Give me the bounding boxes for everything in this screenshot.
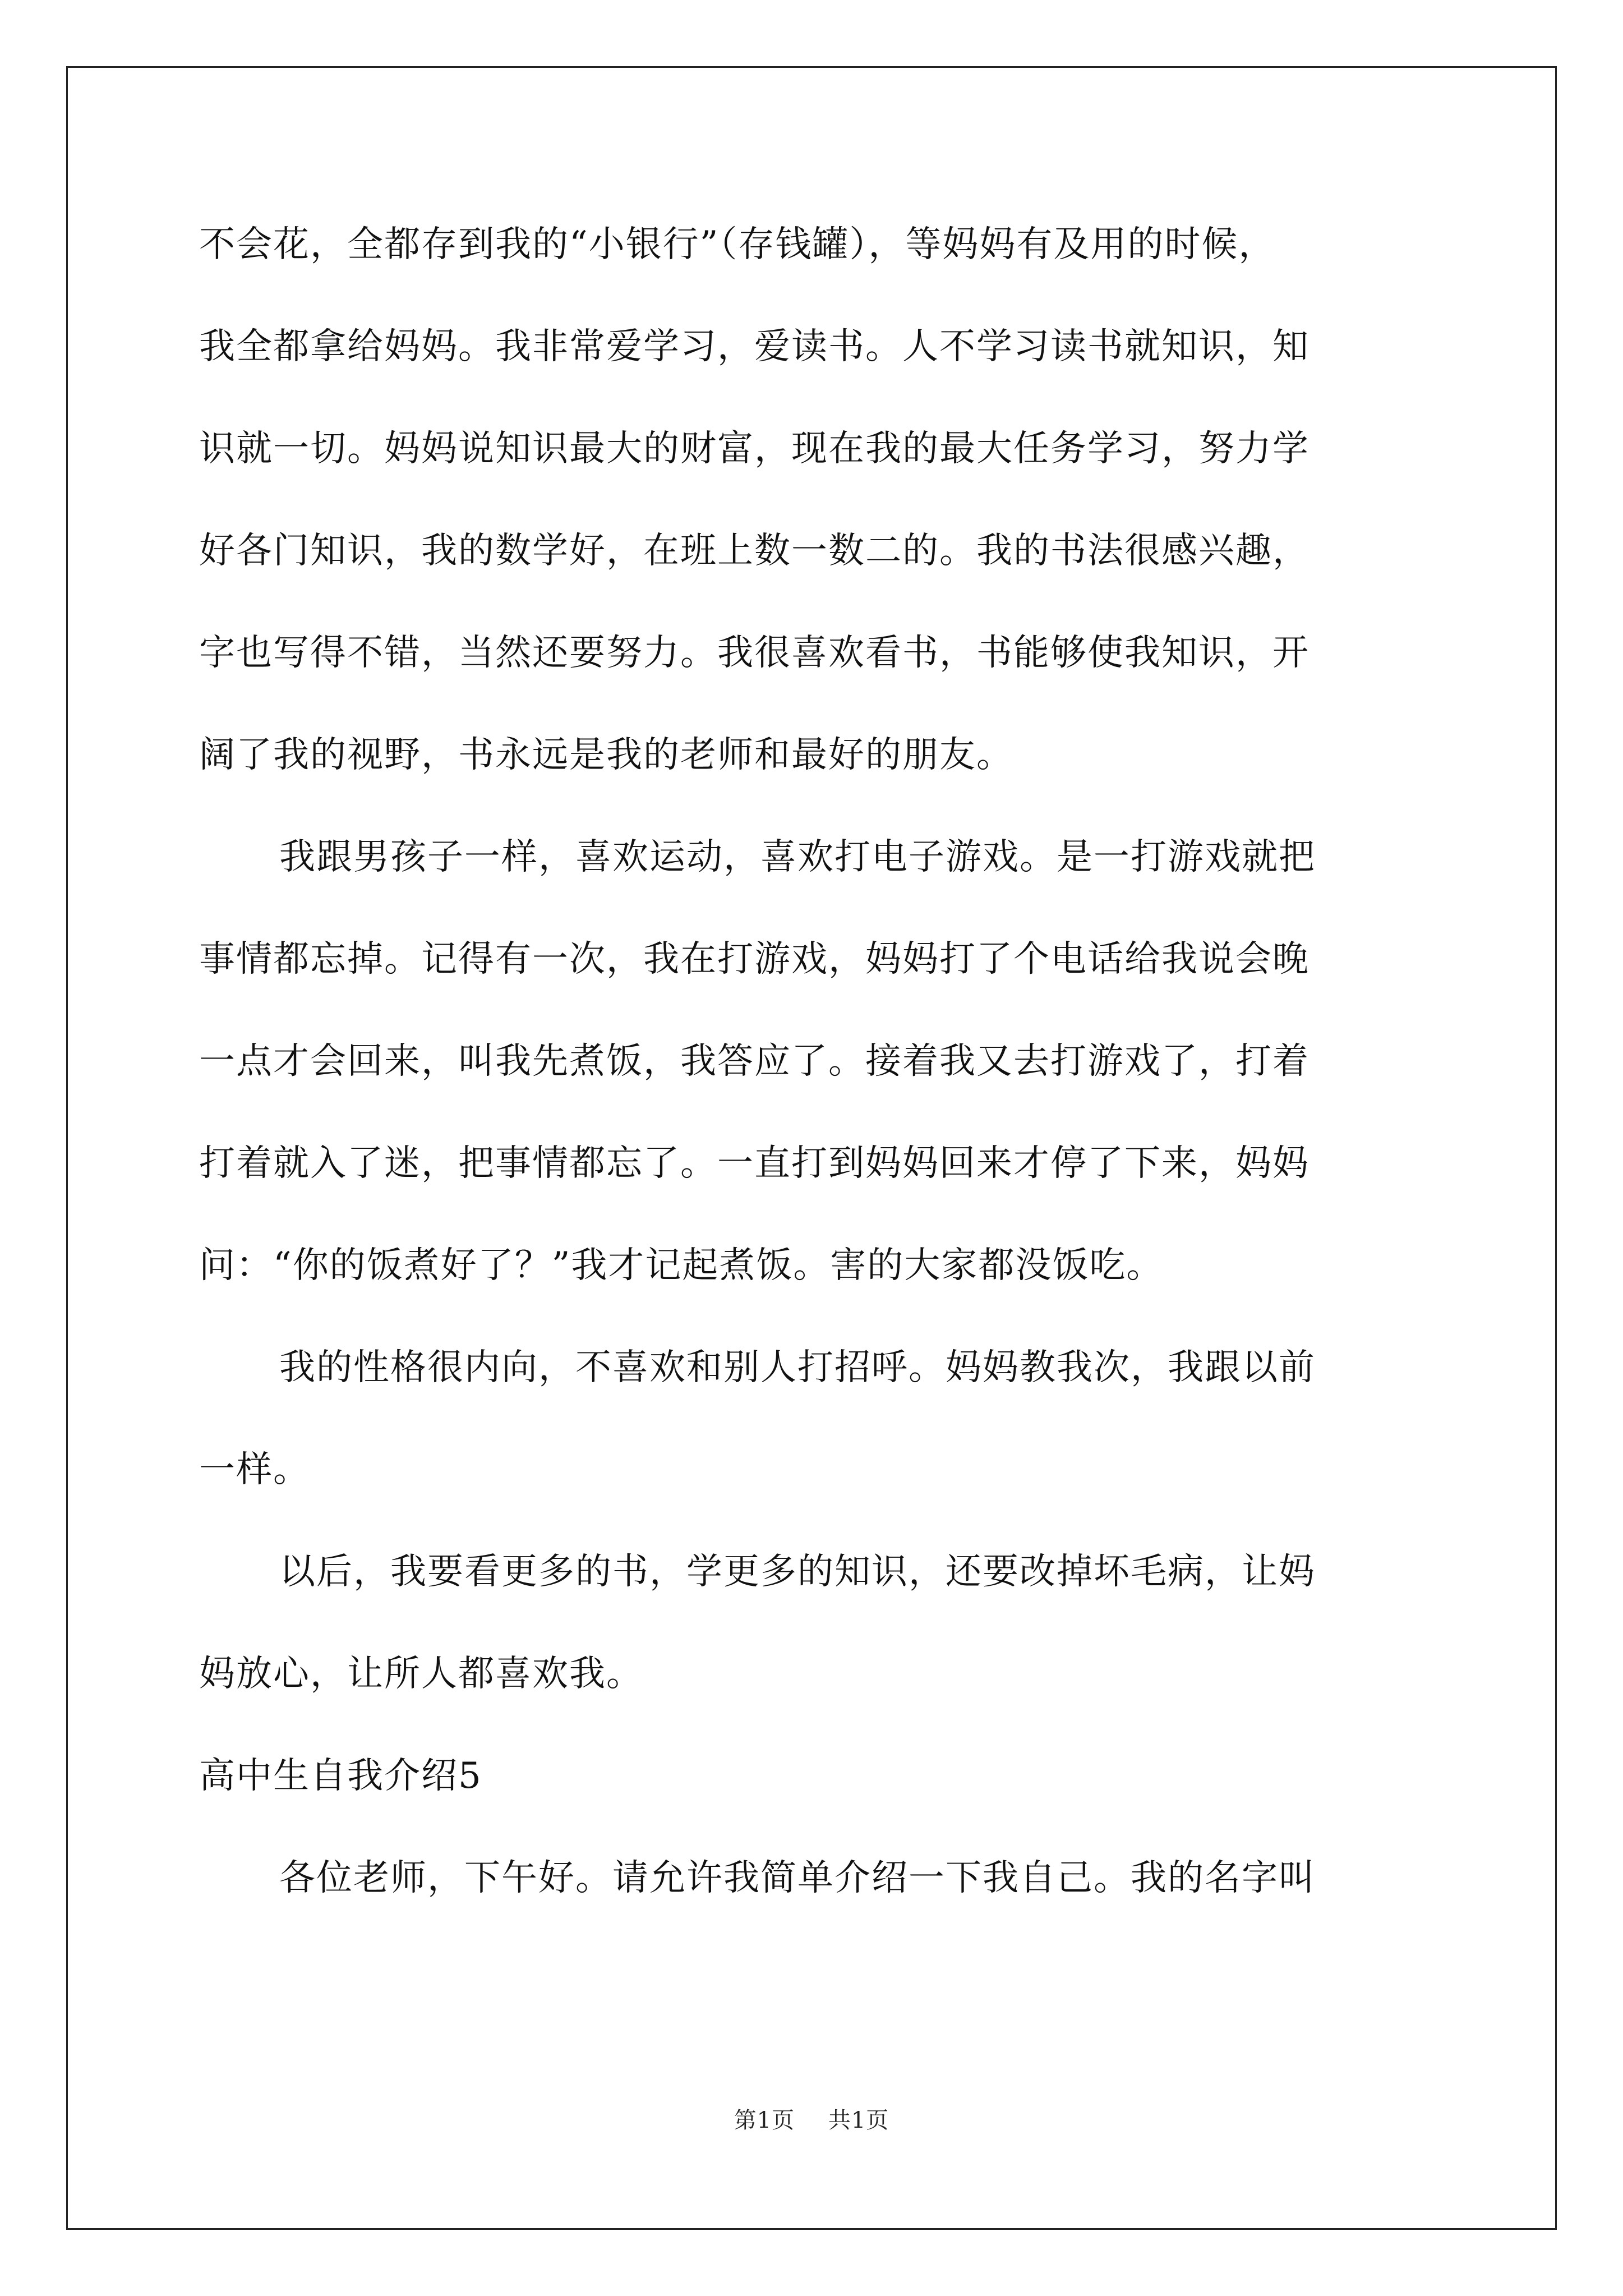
text-line: 识就一切。妈妈说知识最大的财富，现在我的最大任务学习，努力学 [199,428,1310,470]
page-total: 共1页 [828,2108,889,2133]
text-line: 一样。 [199,1449,310,1490]
section-heading: 高中生自我介绍5 [199,1755,482,1797]
paragraph-start-line: 以后，我要看更多的书，学更多的知识，还要改掉坏毛病，让妈 [279,1551,1316,1593]
page-number: 第1页 [734,2108,795,2133]
text-line: 打着就入了迷，把事情都忘了。一直打到妈妈回来才停了下来，妈妈 [199,1143,1310,1184]
text-line: 字也写得不错，当然还要努力。我很喜欢看书，书能够使我知识，开 [199,632,1310,674]
text-line: 妈放心，让所人都喜欢我。 [199,1653,643,1695]
paragraph-start-line: 我的性格很内向，不喜欢和别人打招呼。妈妈教我次，我跟以前 [279,1347,1316,1388]
text-line: 我全都拿给妈妈。我非常爱学习，爱读书。人不学习读书就知识，知 [199,326,1310,367]
text-line: 好各门知识，我的数学好，在班上数一数二的。我的书法很感兴趣， [199,530,1310,572]
page-footer [0,2102,1623,2134]
document-body [199,194,1433,1929]
text-line: 阔了我的视野，书永远是我的老师和最好的朋友。 [199,734,1013,776]
paragraph-start-line: 各位老师，下午好。请允许我简单介绍一下我自己。我的名字叫 [279,1857,1316,1899]
paragraph-start-line: 我跟男孩子一样，喜欢运动，喜欢打电子游戏。是一打游戏就把 [279,836,1316,878]
text-line: 一点才会回来，叫我先煮饭，我答应了。接着我又去打游戏了，打着 [199,1041,1310,1082]
text-line: 不会花，全都存到我的“小银行”（存钱罐），等妈妈有及用的时候， [199,224,1276,265]
text-line: 事情都忘掉。记得有一次，我在打游戏，妈妈打了个电话给我说会晚 [199,938,1310,980]
text-line: 问：“你的饭煮好了？”我才记起煮饭。害的大家都没饭吃。 [199,1245,1164,1286]
